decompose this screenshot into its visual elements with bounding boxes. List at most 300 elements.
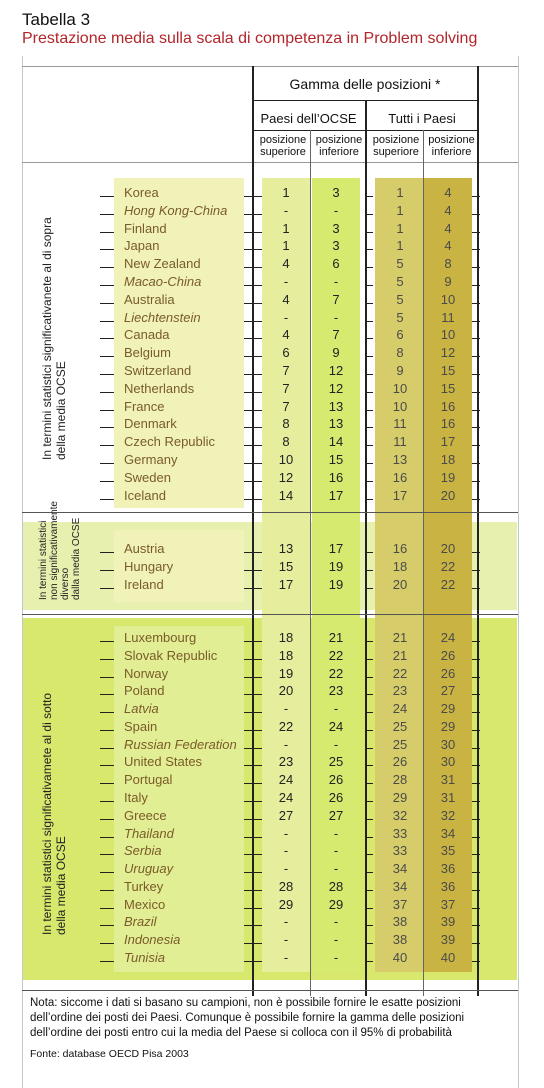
row-tick bbox=[100, 819, 114, 820]
cell-all-inf: 22 bbox=[440, 577, 456, 592]
row-tick bbox=[472, 783, 480, 784]
row-tick bbox=[100, 356, 114, 357]
row-tick bbox=[472, 872, 480, 873]
country-name: Ireland bbox=[124, 577, 164, 592]
row-tick bbox=[365, 854, 373, 855]
cell-all-inf: 32 bbox=[440, 807, 456, 823]
cell-all-sup: 32 bbox=[392, 807, 408, 823]
row-tick bbox=[244, 481, 262, 482]
cell-all-inf: 26 bbox=[440, 647, 456, 663]
cell-all-sup: 25 bbox=[392, 718, 408, 734]
cell-oecd-inf: 19 bbox=[328, 559, 344, 574]
row-tick bbox=[472, 552, 480, 553]
cell-all-sup: 40 bbox=[392, 950, 408, 966]
row-tick bbox=[244, 214, 262, 215]
row-tick bbox=[244, 427, 262, 428]
cell-all-sup: 11 bbox=[393, 416, 407, 432]
row-tick bbox=[472, 961, 480, 962]
cell-all-sup: 25 bbox=[392, 736, 408, 752]
cell-all-inf: 36 bbox=[440, 861, 456, 877]
row-tick bbox=[100, 285, 114, 286]
row-tick bbox=[100, 196, 114, 197]
row-tick bbox=[472, 463, 480, 464]
country-name: Turkey bbox=[124, 878, 164, 894]
cell-all-inf: 16 bbox=[440, 416, 456, 432]
cell-all-inf: 4 bbox=[444, 238, 452, 254]
cell-oecd-inf: 13 bbox=[328, 416, 344, 432]
cell-oecd-sup: 28 bbox=[278, 878, 294, 894]
cell-oecd-inf: 3 bbox=[332, 220, 340, 236]
cell-oecd-inf: - bbox=[333, 861, 339, 877]
row-tick bbox=[472, 659, 480, 660]
row-tick bbox=[100, 925, 114, 926]
row-tick bbox=[244, 659, 262, 660]
cell-all-inf: 4 bbox=[444, 185, 452, 200]
row-tick bbox=[100, 854, 114, 855]
group-label-nodiff: In termini statistici non significativamente diverso dalla media OCSE bbox=[38, 501, 82, 600]
row-tick bbox=[365, 712, 373, 713]
row-tick bbox=[100, 783, 114, 784]
cell-oecd-inf: 19 bbox=[328, 577, 344, 592]
row-tick bbox=[365, 356, 373, 357]
row-tick bbox=[100, 570, 114, 571]
row-tick bbox=[365, 374, 373, 375]
country-name: Russian Federation bbox=[124, 736, 237, 752]
cell-all-inf: 31 bbox=[440, 772, 456, 788]
cell-oecd-sup: - bbox=[283, 843, 289, 859]
row-tick bbox=[472, 908, 480, 909]
row-tick bbox=[100, 659, 114, 660]
row-tick bbox=[100, 303, 114, 304]
row-tick bbox=[472, 925, 480, 926]
row-tick bbox=[365, 410, 373, 411]
country-name: Netherlands bbox=[124, 380, 195, 396]
cell-all-sup: 38 bbox=[392, 914, 408, 930]
row-tick bbox=[244, 730, 262, 731]
cell-all-sup: 1 bbox=[396, 238, 404, 254]
header-oecd-inf: posizione inferiore bbox=[315, 134, 363, 158]
row-tick bbox=[365, 303, 373, 304]
row-tick bbox=[365, 427, 373, 428]
cell-all-sup: 37 bbox=[392, 896, 408, 912]
row-tick bbox=[244, 285, 262, 286]
cell-oecd-sup: 23 bbox=[278, 754, 294, 770]
row-tick bbox=[472, 943, 480, 944]
cell-oecd-inf: 9 bbox=[332, 345, 340, 361]
cell-oecd-inf: 6 bbox=[332, 256, 340, 272]
cell-all-inf: 11 bbox=[441, 309, 455, 325]
cell-all-inf: 15 bbox=[440, 380, 456, 396]
cell-oecd-sup: 24 bbox=[278, 790, 294, 806]
cell-all-sup: 18 bbox=[392, 559, 408, 574]
row-tick bbox=[472, 481, 480, 482]
cell-oecd-inf: 23 bbox=[328, 683, 344, 699]
cell-all-sup: 1 bbox=[396, 220, 404, 236]
row-tick bbox=[472, 890, 480, 891]
cell-all-sup: 10 bbox=[392, 398, 408, 414]
country-name: Serbia bbox=[124, 843, 162, 859]
row-tick bbox=[244, 267, 262, 268]
row-tick bbox=[365, 463, 373, 464]
row-tick bbox=[365, 943, 373, 944]
row-tick bbox=[365, 677, 373, 678]
header-all: Tutti i Paesi bbox=[388, 111, 456, 126]
row-tick bbox=[365, 445, 373, 446]
cell-all-sup: 13 bbox=[392, 452, 408, 467]
row-tick bbox=[100, 410, 114, 411]
cell-all-inf: 4 bbox=[444, 220, 452, 236]
cell-oecd-inf: 14 bbox=[328, 434, 344, 450]
header-all-sup: posizione superiore bbox=[372, 134, 420, 158]
row-tick bbox=[244, 641, 262, 642]
row-tick bbox=[100, 837, 114, 838]
row-tick bbox=[100, 552, 114, 553]
cell-all-inf: 20 bbox=[440, 487, 456, 503]
cell-all-inf: 9 bbox=[444, 274, 452, 289]
cell-all-inf: 10 bbox=[440, 327, 456, 343]
cell-all-inf: 36 bbox=[440, 878, 456, 894]
cell-oecd-inf: 29 bbox=[328, 896, 344, 912]
row-tick bbox=[244, 338, 262, 339]
row-tick bbox=[365, 285, 373, 286]
row-tick bbox=[472, 819, 480, 820]
row-tick bbox=[100, 374, 114, 375]
row-tick bbox=[244, 303, 262, 304]
cell-oecd-sup: 12 bbox=[278, 469, 294, 485]
row-tick bbox=[472, 338, 480, 339]
cell-oecd-sup: 8 bbox=[282, 434, 290, 450]
country-name: Finland bbox=[124, 220, 167, 236]
row-tick bbox=[244, 908, 262, 909]
cell-oecd-sup: - bbox=[283, 736, 289, 752]
row-tick bbox=[472, 570, 480, 571]
cell-oecd-inf: 27 bbox=[328, 807, 344, 823]
col-line-5 bbox=[423, 130, 424, 996]
table-bottom bbox=[22, 990, 518, 991]
cell-oecd-inf: - bbox=[333, 932, 339, 948]
row-tick bbox=[472, 765, 480, 766]
country-name: Hungary bbox=[124, 559, 174, 574]
cell-oecd-sup: - bbox=[283, 202, 289, 218]
row-tick bbox=[365, 321, 373, 322]
row-tick bbox=[365, 392, 373, 393]
cell-all-sup: 24 bbox=[392, 701, 408, 717]
cell-oecd-inf: 7 bbox=[332, 327, 340, 343]
cell-all-sup: 10 bbox=[392, 380, 408, 396]
cell-oecd-sup: 17 bbox=[278, 577, 294, 592]
row-tick bbox=[244, 961, 262, 962]
country-name: Switzerland bbox=[124, 363, 192, 378]
country-name: Korea bbox=[124, 185, 159, 200]
cell-oecd-sup: 6 bbox=[282, 345, 290, 361]
row-tick bbox=[365, 641, 373, 642]
col-line-1 bbox=[252, 66, 254, 996]
row-tick bbox=[100, 232, 114, 233]
row-tick bbox=[244, 783, 262, 784]
row-tick bbox=[100, 267, 114, 268]
row-tick bbox=[100, 694, 114, 695]
row-tick bbox=[100, 641, 114, 642]
row-tick bbox=[365, 925, 373, 926]
country-name: New Zealand bbox=[124, 256, 201, 272]
cell-oecd-inf: 3 bbox=[332, 238, 340, 254]
country-name: Italy bbox=[124, 790, 148, 806]
cell-all-sup: 11 bbox=[393, 434, 407, 450]
row-tick bbox=[100, 801, 114, 802]
row-tick bbox=[244, 552, 262, 553]
row-tick bbox=[244, 249, 262, 250]
cell-oecd-inf: - bbox=[333, 914, 339, 930]
cell-oecd-sup: 7 bbox=[282, 380, 290, 396]
cell-oecd-inf: 16 bbox=[328, 469, 344, 485]
cell-oecd-sup: 8 bbox=[282, 416, 290, 432]
cell-all-inf: 20 bbox=[440, 541, 456, 556]
cell-oecd-inf: 28 bbox=[328, 878, 344, 894]
cell-oecd-sup: 18 bbox=[278, 630, 294, 645]
row-tick bbox=[365, 214, 373, 215]
country-name: Latvia bbox=[124, 701, 159, 717]
cell-oecd-inf: 15 bbox=[328, 452, 344, 467]
row-tick bbox=[472, 641, 480, 642]
group-sep-1 bbox=[22, 512, 518, 513]
row-tick bbox=[365, 481, 373, 482]
country-name: Tunisia bbox=[124, 950, 165, 966]
cell-all-inf: 22 bbox=[440, 559, 456, 574]
row-tick bbox=[365, 659, 373, 660]
country-name: Austria bbox=[124, 541, 165, 556]
header-group: Gamma delle posizioni * bbox=[289, 76, 441, 92]
row-tick bbox=[365, 338, 373, 339]
row-tick bbox=[244, 499, 262, 500]
row-tick bbox=[365, 908, 373, 909]
row-tick bbox=[472, 356, 480, 357]
row-tick bbox=[365, 588, 373, 589]
cell-oecd-inf: 25 bbox=[328, 754, 344, 770]
cell-all-inf: 30 bbox=[440, 736, 456, 752]
group-sep-2 bbox=[22, 614, 518, 615]
cell-oecd-inf: 7 bbox=[332, 291, 340, 307]
row-tick bbox=[244, 410, 262, 411]
cell-all-sup: 5 bbox=[396, 291, 404, 307]
row-tick bbox=[244, 463, 262, 464]
row-tick bbox=[244, 445, 262, 446]
row-tick bbox=[472, 285, 480, 286]
cell-all-sup: 16 bbox=[392, 469, 408, 485]
row-tick bbox=[472, 677, 480, 678]
row-tick bbox=[100, 249, 114, 250]
cell-all-inf: 29 bbox=[440, 718, 456, 734]
country-name: Greece bbox=[124, 807, 167, 823]
cell-oecd-sup: - bbox=[283, 825, 289, 841]
row-tick bbox=[100, 908, 114, 909]
cell-oecd-inf: 13 bbox=[328, 398, 344, 414]
note-line-3: dell’ordine dei posti entro cui la media del Paese si colloca con il 95% di probabilità bbox=[30, 1027, 452, 1039]
country-name: Uruguay bbox=[124, 861, 174, 877]
row-tick bbox=[472, 801, 480, 802]
country-name: Sweden bbox=[124, 469, 171, 485]
row-tick bbox=[365, 499, 373, 500]
row-tick bbox=[244, 196, 262, 197]
cell-all-sup: 5 bbox=[396, 256, 404, 272]
cell-oecd-sup: 18 bbox=[278, 647, 294, 663]
row-tick bbox=[365, 783, 373, 784]
cell-oecd-inf: 17 bbox=[328, 541, 344, 556]
row-tick bbox=[100, 890, 114, 891]
cell-all-sup: 21 bbox=[392, 630, 408, 645]
country-name: Brazil bbox=[124, 914, 157, 930]
row-tick bbox=[244, 765, 262, 766]
cell-oecd-sup: - bbox=[283, 701, 289, 717]
country-name: Iceland bbox=[124, 487, 166, 503]
row-tick bbox=[472, 321, 480, 322]
cell-all-inf: 4 bbox=[444, 202, 452, 218]
row-tick bbox=[244, 748, 262, 749]
row-tick bbox=[244, 570, 262, 571]
cell-all-inf: 26 bbox=[440, 665, 456, 681]
group-label-above: In termini statistici significativanete al di sopra della media OCSE bbox=[40, 217, 68, 460]
cell-oecd-sup: - bbox=[283, 914, 289, 930]
row-tick bbox=[100, 730, 114, 731]
row-tick bbox=[472, 410, 480, 411]
row-tick bbox=[365, 961, 373, 962]
country-name: Spain bbox=[124, 718, 158, 734]
cell-oecd-sup: - bbox=[283, 309, 289, 325]
cell-all-sup: 26 bbox=[392, 754, 408, 770]
row-tick bbox=[100, 427, 114, 428]
cell-oecd-sup: 10 bbox=[278, 452, 294, 467]
row-tick bbox=[100, 748, 114, 749]
cell-all-sup: 17 bbox=[392, 487, 408, 503]
cell-oecd-sup: 27 bbox=[278, 807, 294, 823]
country-name: Denmark bbox=[124, 416, 177, 432]
row-tick bbox=[244, 943, 262, 944]
cell-oecd-inf: 21 bbox=[328, 630, 344, 645]
row-tick bbox=[244, 232, 262, 233]
row-tick bbox=[365, 232, 373, 233]
row-tick bbox=[365, 267, 373, 268]
cell-all-sup: 38 bbox=[392, 932, 408, 948]
country-name: Norway bbox=[124, 665, 169, 681]
row-tick bbox=[244, 694, 262, 695]
cell-all-inf: 16 bbox=[440, 398, 456, 414]
row-tick bbox=[365, 748, 373, 749]
cell-all-sup: 34 bbox=[392, 861, 408, 877]
row-tick bbox=[472, 694, 480, 695]
row-tick bbox=[472, 445, 480, 446]
row-tick bbox=[244, 374, 262, 375]
row-tick bbox=[244, 677, 262, 678]
cell-oecd-sup: 7 bbox=[282, 398, 290, 414]
cell-oecd-sup: 20 bbox=[278, 683, 294, 699]
cell-oecd-inf: - bbox=[333, 274, 339, 289]
row-tick bbox=[472, 837, 480, 838]
header-oecd-sup: posizione superiore bbox=[259, 134, 307, 158]
row-tick bbox=[365, 890, 373, 891]
row-tick bbox=[244, 837, 262, 838]
cell-oecd-sup: 14 bbox=[278, 487, 294, 503]
row-tick bbox=[100, 445, 114, 446]
row-tick bbox=[472, 267, 480, 268]
cell-oecd-sup: 22 bbox=[278, 718, 294, 734]
cell-oecd-sup: 4 bbox=[282, 291, 290, 307]
row-tick bbox=[472, 303, 480, 304]
row-tick bbox=[472, 374, 480, 375]
group-label-below: In termini statistici significativamete al di sotto della media OCSE bbox=[40, 692, 68, 935]
country-name: Indonesia bbox=[124, 932, 181, 948]
row-tick bbox=[472, 214, 480, 215]
cell-oecd-sup: 1 bbox=[282, 185, 290, 200]
country-name: Canada bbox=[124, 327, 170, 343]
row-tick bbox=[472, 748, 480, 749]
country-name: Mexico bbox=[124, 896, 166, 912]
country-name: Poland bbox=[124, 683, 165, 699]
row-tick bbox=[472, 232, 480, 233]
cell-all-inf: 40 bbox=[440, 950, 456, 966]
country-name: Czech Republic bbox=[124, 434, 216, 450]
country-name: Australia bbox=[124, 291, 175, 307]
cell-oecd-inf: 12 bbox=[328, 363, 344, 378]
cell-oecd-sup: 4 bbox=[282, 327, 290, 343]
cell-oecd-sup: 4 bbox=[282, 256, 290, 272]
cell-all-inf: 39 bbox=[440, 932, 456, 948]
cell-all-inf: 29 bbox=[440, 701, 456, 717]
cell-all-inf: 39 bbox=[440, 914, 456, 930]
country-name: Slovak Republic bbox=[124, 647, 218, 663]
note-line-1: Nota: siccome i dati si basano su campioni, non è possibile fornire le esatte posizioni bbox=[30, 997, 461, 1009]
row-tick bbox=[100, 463, 114, 464]
country-name: Japan bbox=[124, 238, 160, 254]
cell-all-inf: 31 bbox=[440, 790, 456, 806]
country-name: Portugal bbox=[124, 772, 173, 788]
cell-all-inf: 30 bbox=[440, 754, 456, 770]
row-tick bbox=[100, 677, 114, 678]
cell-oecd-inf: - bbox=[333, 701, 339, 717]
row-tick bbox=[244, 321, 262, 322]
country-name: Luxembourg bbox=[124, 630, 197, 645]
country-name: Germany bbox=[124, 452, 178, 467]
cell-all-inf: 24 bbox=[440, 630, 456, 645]
cell-all-inf: 12 bbox=[440, 345, 456, 361]
cell-all-sup: 1 bbox=[396, 202, 404, 218]
row-tick bbox=[365, 801, 373, 802]
cell-all-sup: 8 bbox=[396, 345, 404, 361]
cell-all-sup: 21 bbox=[392, 647, 408, 663]
row-tick bbox=[244, 925, 262, 926]
country-name: Macao-China bbox=[124, 274, 202, 289]
row-tick bbox=[100, 481, 114, 482]
table-title: Prestazione media sulla scala di competenza in Problem solving bbox=[22, 30, 478, 47]
row-tick bbox=[100, 961, 114, 962]
cell-all-sup: 33 bbox=[392, 825, 408, 841]
row-tick bbox=[100, 499, 114, 500]
cell-oecd-inf: 12 bbox=[328, 380, 344, 396]
cell-oecd-inf: 24 bbox=[328, 718, 344, 734]
header-oecd: Paesi dell’OCSE bbox=[260, 111, 357, 126]
row-tick bbox=[365, 837, 373, 838]
cell-all-sup: 23 bbox=[392, 683, 408, 699]
row-tick bbox=[100, 765, 114, 766]
cell-oecd-sup: 24 bbox=[278, 772, 294, 788]
cell-oecd-inf: 22 bbox=[328, 665, 344, 681]
cell-all-sup: 16 bbox=[392, 541, 408, 556]
cell-oecd-sup: 13 bbox=[278, 541, 294, 556]
country-name: Liechtenstein bbox=[124, 309, 201, 325]
header-rule-3 bbox=[22, 162, 518, 163]
cell-all-inf: 10 bbox=[440, 291, 456, 307]
cell-all-inf: 17 bbox=[440, 434, 456, 450]
row-tick bbox=[100, 872, 114, 873]
row-tick bbox=[365, 570, 373, 571]
